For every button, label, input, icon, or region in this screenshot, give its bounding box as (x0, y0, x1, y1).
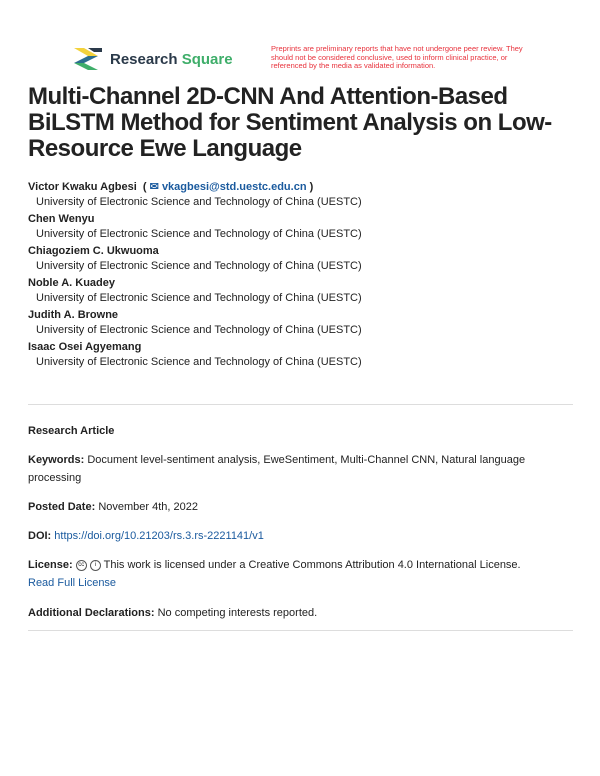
divider (28, 404, 573, 405)
doi: DOI: https://doi.org/10.21203/rs.3.rs-2221141/v1 (28, 530, 264, 542)
logo-icon (74, 48, 102, 70)
author-name: Isaac Osei Agyemang (28, 341, 142, 353)
author-affiliation: University of Electronic Science and Technology of China (UESTC) (36, 292, 362, 304)
article-type: Research Article (28, 425, 115, 437)
author-name: Noble A. Kuadey (28, 277, 115, 289)
license: License: cc i This work is licensed under a Creative Commons Attribution 4.0 International License. Read Full License (28, 559, 521, 589)
author-affiliation: University of Electronic Science and Technology of China (UESTC) (36, 260, 362, 272)
paper-title: Multi-Channel 2D-CNN And Attention-Based BiLSTM Method for Sentiment Analysis on Low-Resource Ewe Language (28, 83, 552, 162)
doi-link[interactable]: https://doi.org/10.21203/rs.3.rs-2221141/v1 (54, 530, 264, 542)
declarations: Additional Declarations: No competing interests reported. (28, 607, 318, 619)
email-link[interactable]: ✉ vkagbesi@std.uestc.edu.cn (149, 181, 307, 193)
logo-text: Research Square (110, 50, 233, 68)
cc-icon: cc (76, 560, 87, 571)
read-license-link[interactable]: Read Full License (28, 577, 117, 589)
author-name: Chiagoziem C. Ukwuoma (28, 245, 159, 257)
author-list (28, 180, 362, 372)
author-affiliation: University of Electronic Science and Technology of China (UESTC) (36, 356, 362, 368)
keywords: Keywords: Document level-sentiment analysis, EweSentiment, Multi-Channel CNN, Natural language processing (28, 454, 526, 484)
author-affiliation: University of Electronic Science and Technology of China (UESTC) (36, 228, 362, 240)
author-affiliation: University of Electronic Science and Technology of China (UESTC) (36, 324, 362, 336)
posted-date: Posted Date: November 4th, 2022 (28, 501, 198, 513)
author-name: Victor Kwaku Agbesi ( ✉ vkagbesi@std.uestc.edu.cn ) (28, 181, 314, 193)
author-name: Judith A. Browne (28, 309, 119, 321)
divider (28, 630, 573, 631)
preprint-notice: Preprints are preliminary reports that have not undergone peer review. They should not be considered conclusive, used to inform clinical practice, or referenced by the media as validated information. (271, 44, 523, 70)
research-square-logo[interactable] (74, 48, 233, 70)
author-affiliation: University of Electronic Science and Technology of China (UESTC) (36, 196, 362, 208)
attribution-icon: i (90, 560, 101, 571)
author-name: Chen Wenyu (28, 213, 95, 225)
